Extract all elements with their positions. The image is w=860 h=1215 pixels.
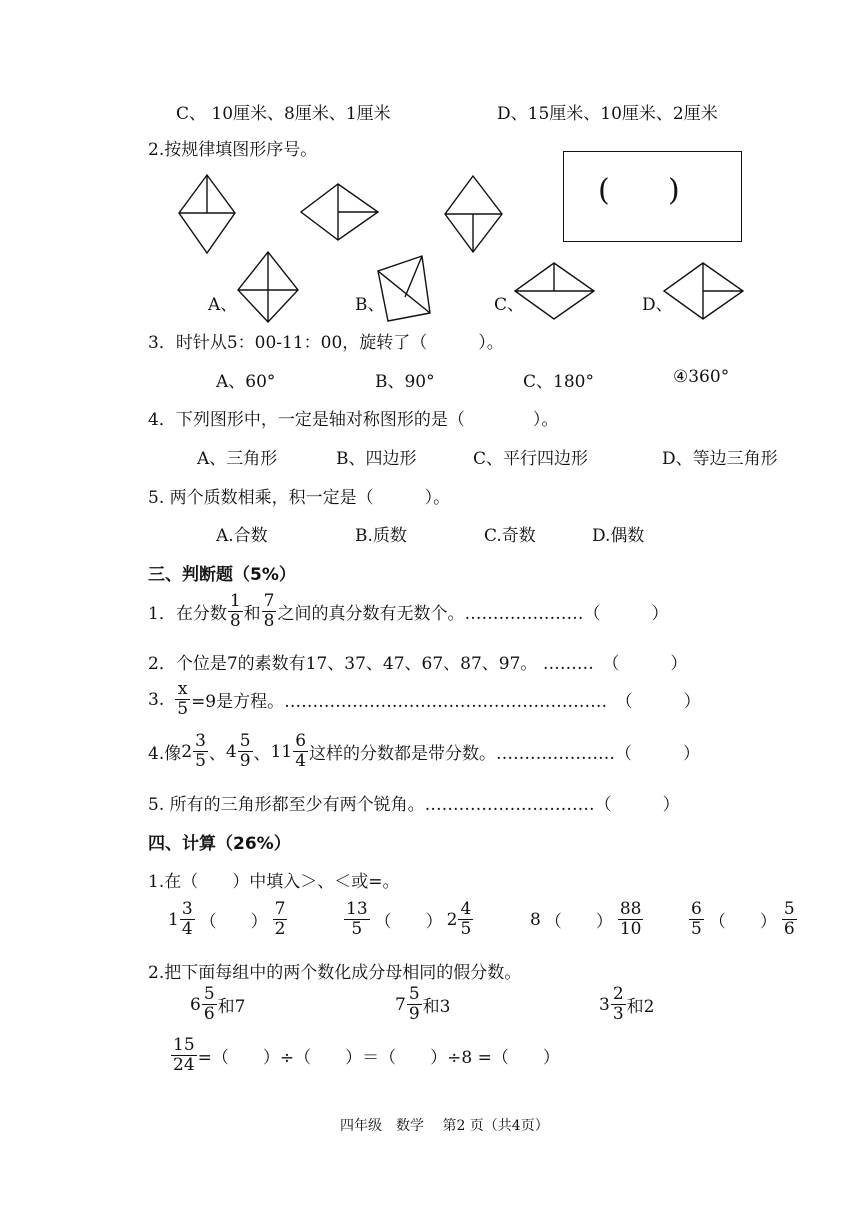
compare-item-2: $\frac{13}{5}$ （ ） 2 $\frac{4}{5}$	[346, 899, 472, 939]
q3-option-d: ④360°	[673, 367, 730, 387]
q3-option-b: B、90°	[375, 372, 435, 392]
shape-option-b	[376, 255, 434, 323]
compare-item-4: $\frac{6}{5}$ （ ） $\frac{5}{6}$	[691, 899, 795, 939]
judge-item-3: 3. $\frac{x}{5}$ =9是方程。………………………………………………… （ ）	[148, 679, 701, 719]
question-4-text: 4．下列图形中，一定是轴对称图形的是（ ）。	[148, 410, 559, 430]
answer-box	[563, 151, 742, 242]
q4-option-d: D、等边三角形	[662, 449, 778, 469]
improper-item-3: 3 $\frac{2}{3}$ 和2	[599, 984, 655, 1024]
question-5-text: 5. 两个质数相乘，积一定是（ ）。	[148, 488, 451, 508]
q5-option-c: C.奇数	[484, 526, 536, 546]
q4-option-a: A、三角形	[197, 449, 278, 469]
shape-option-b-label: B、	[355, 295, 385, 315]
option-d: D、15厘米、10厘米、2厘米	[497, 104, 718, 124]
q4-option-c: C、平行四边形	[473, 449, 589, 469]
shape-option-c	[514, 262, 596, 322]
judge-item-1: 1．在分数 $\frac{1}{8}$ 和 $\frac{7}{8}$ 之间的真分数有无数个。…………………（ ）	[148, 591, 669, 631]
judge-item-4: 4.像 2 $\frac{3}{5}$ 、 4 $\frac{5}{9}$ 、 11 $\frac{6}{4}$ 这样的分数都是带分数。…………………（ ）	[148, 731, 701, 771]
q4-option-b: B、四边形	[336, 449, 417, 469]
sequence-shape-1	[178, 175, 238, 255]
fraction-equation: $\frac{15}{24}$ =（ ）÷（ ）＝（ ）÷8 =（ ）	[173, 1035, 560, 1075]
shape-option-c-label: C、	[494, 295, 525, 315]
compare-item-1: 1 $\frac{3}{4}$ （ ） $\frac{7}{2}$	[168, 899, 286, 939]
shape-option-d-label: D、	[642, 295, 673, 315]
q5-option-b: B.质数	[355, 526, 407, 546]
page-footer: 四年级 数学 第2 页（共4页）	[340, 1118, 549, 1134]
improper-item-1: 6 $\frac{5}{6}$ 和7	[190, 984, 246, 1024]
section-4-heading: 四、计算（26%）	[148, 834, 291, 854]
option-c: C、 10厘米、8厘米、1厘米	[176, 104, 391, 124]
answer-box-right-paren: )	[668, 173, 680, 208]
question-3-text: 3．时针从5：00-11：00，旋转了（ ）。	[148, 333, 504, 353]
improper-item-2: 7 $\frac{5}{9}$ 和3	[395, 984, 451, 1024]
sequence-shape-3	[444, 176, 504, 256]
judge-item-5: 5. 所有的三角形都至少有两个锐角。…………………………（ ）	[148, 795, 680, 815]
section-3-heading: 三、判断题（5%）	[148, 565, 296, 585]
calc-q1-text: 1.在（ ）中填入＞、＜或=。	[148, 872, 400, 892]
q3-option-c: C、180°	[523, 372, 594, 392]
compare-item-3: 8 （ ） $\frac{88}{10}$	[530, 899, 642, 939]
question-2-text: 2.按规律填图形序号。	[148, 140, 318, 160]
judge-item-2: 2．个位是7的素数有17、37、47、67、87、97。 ……… （ ）	[148, 654, 688, 674]
q5-option-d: D.偶数	[592, 526, 645, 546]
sequence-shape-2	[300, 183, 380, 243]
q5-option-a: A.合数	[216, 526, 268, 546]
calc-q2-text: 2.把下面每组中的两个数化成分母相同的假分数。	[148, 963, 522, 983]
shape-option-d	[663, 262, 745, 322]
answer-box-left-paren: (	[598, 173, 610, 208]
shape-option-a-label: A、	[208, 295, 238, 315]
shape-option-a	[238, 252, 300, 324]
q3-option-a: A、60°	[216, 372, 276, 392]
